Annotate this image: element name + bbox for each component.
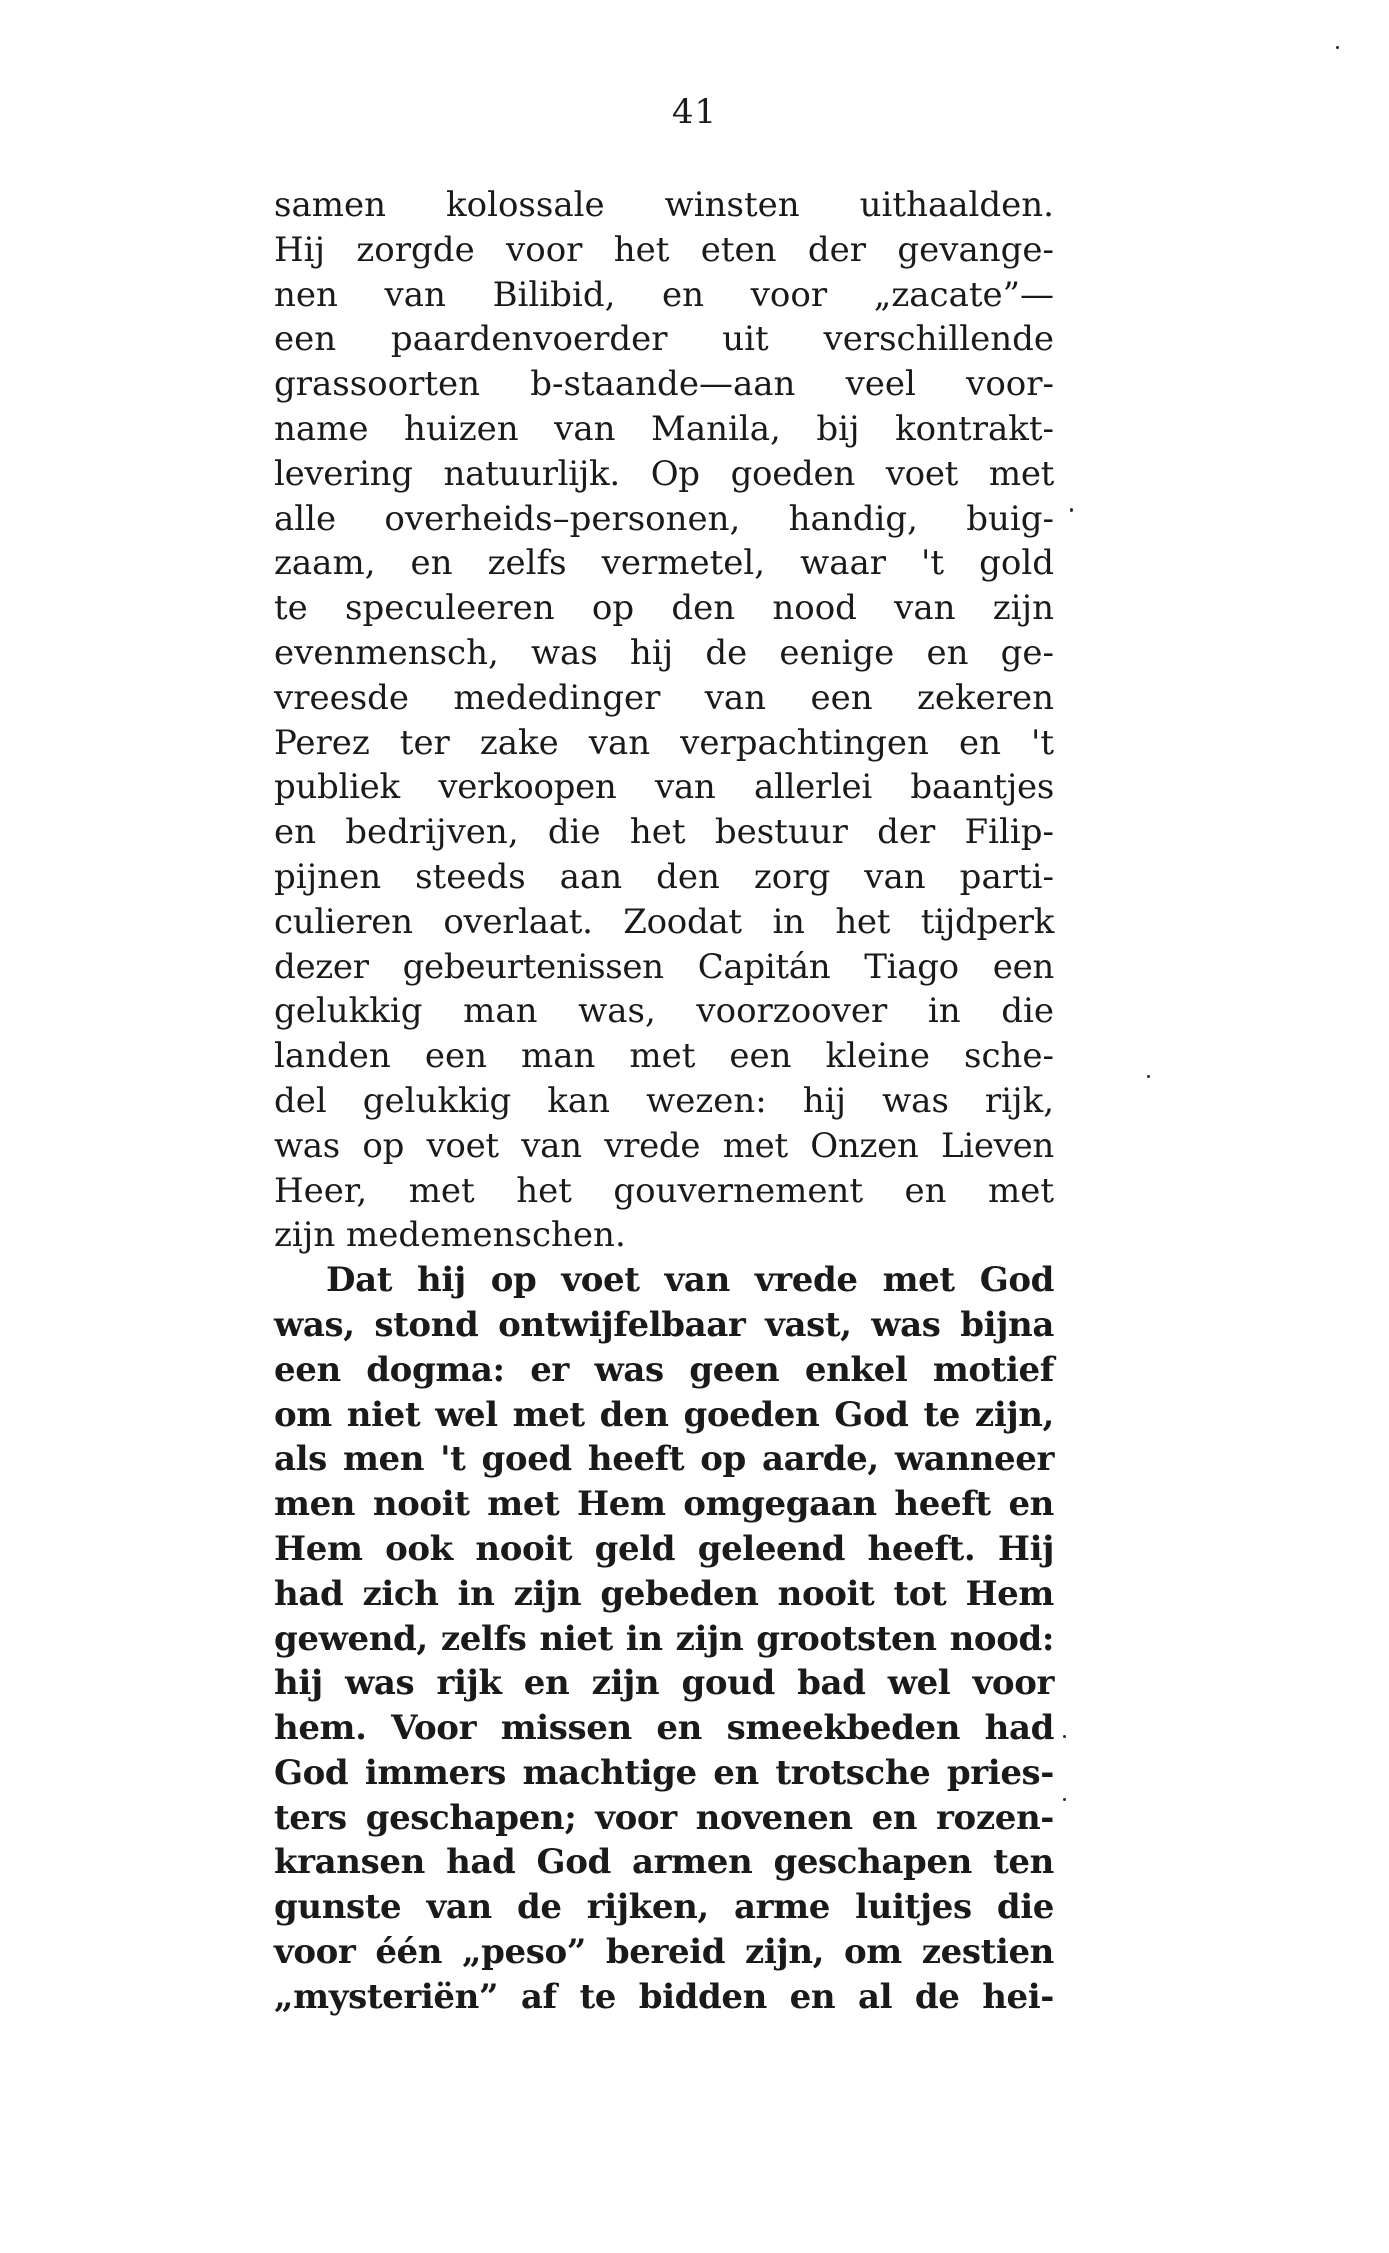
text-line: te speculeeren op den nood van zijn — [274, 588, 1054, 629]
text-line: voor één „peso” bereid zijn, om zestien — [274, 1932, 1054, 1973]
text-line: name huizen van Manila, bij kontrakt- — [274, 408, 1054, 449]
text-line: grassoorten b-staande—aan veel voor- — [274, 364, 1054, 405]
text-line: men nooit met Hem omgegaan heeft en — [274, 1484, 1054, 1525]
text-line: gelukkig man was, voorzoover in die — [274, 991, 1054, 1032]
print-speck — [1070, 508, 1073, 512]
text-line: Hij zorgde voor het eten der gevange- — [274, 229, 1054, 270]
print-speck — [1063, 1798, 1066, 1801]
text-line: Perez ter zake van verpachtingen en 't — [274, 722, 1054, 763]
page-number: 41 — [671, 92, 718, 132]
text-line: en bedrijven, die het bestuur der Filip- — [274, 812, 1054, 853]
text-line: kransen had God armen geschapen ten — [274, 1842, 1054, 1883]
paragraph-1 — [274, 183, 1054, 1258]
text-line: om niet wel met den goeden God te zijn, — [274, 1394, 1054, 1435]
text-line: alle overheids–personen, handig, buig- — [274, 498, 1054, 539]
text-line: een paardenvoerder uit verschillende — [274, 319, 1054, 360]
text-line: gewend, zelfs niet in zijn grootsten nood: — [274, 1618, 1054, 1659]
paragraph-2 — [274, 1258, 1054, 2020]
text-line: Heer, met het gouvernement en met — [274, 1170, 1054, 1211]
text-line: hem. Voor missen en smeekbeden had — [274, 1708, 1054, 1749]
text-line: hij was rijk en zijn goud bad wel voor — [274, 1663, 1054, 1704]
text-line: zijn medemenschen. — [274, 1215, 626, 1256]
text-line: als men 't goed heeft op aarde, wanneer — [274, 1439, 1054, 1480]
text-line: „mysteriën” af te bidden en al de hei- — [274, 1976, 1054, 2017]
text-line: landen een man met een kleine sche- — [274, 1036, 1054, 1077]
text-line: had zich in zijn gebeden nooit tot Hem — [274, 1573, 1054, 1614]
print-speck — [1147, 1075, 1150, 1078]
text-line: een dogma: er was geen enkel motief — [274, 1349, 1054, 1390]
text-line: pijnen steeds aan den zorg van parti- — [274, 856, 1054, 897]
text-line: Hem ook nooit geld geleend heeft. Hij — [274, 1528, 1054, 1569]
text-line: nen van Bilibid, en voor „zacate”— — [274, 274, 1054, 315]
text-line: ters geschapen; voor novenen en rozen- — [274, 1797, 1054, 1838]
text-line: del gelukkig kan wezen: hij was rijk, — [274, 1080, 1054, 1121]
text-line: evenmensch, was hij de eenige en ge- — [274, 632, 1054, 673]
text-line: dezer gebeurtenissen Capitán Tiago een — [274, 946, 1054, 987]
text-line: gunste van de rijken, arme luitjes die — [274, 1887, 1054, 1928]
text-line: was, stond ontwijfelbaar vast, was bijna — [274, 1304, 1054, 1345]
text-line: samen kolossale winsten uithaalden. — [274, 185, 1054, 225]
text-line: God immers machtige en trotsche pries- — [274, 1752, 1054, 1793]
text-line: publiek verkoopen van allerlei baantjes — [274, 767, 1054, 808]
text-line: zaam, en zelfs vermetel, waar 't gold — [274, 543, 1054, 584]
text-line: vreesde mededinger van een zekeren — [274, 677, 1054, 718]
body-text — [274, 183, 1054, 2020]
print-speck — [1063, 1735, 1066, 1738]
print-speck — [1336, 46, 1339, 49]
text-line: culieren overlaat. Zoodat in het tijdperk — [274, 901, 1054, 942]
text-line: Dat hij op voet van vrede met God — [326, 1260, 1054, 1301]
text-line: was op voet van vrede met Onzen Lieven — [274, 1125, 1054, 1166]
text-line: levering natuurlijk. Op goeden voet met — [274, 453, 1054, 494]
